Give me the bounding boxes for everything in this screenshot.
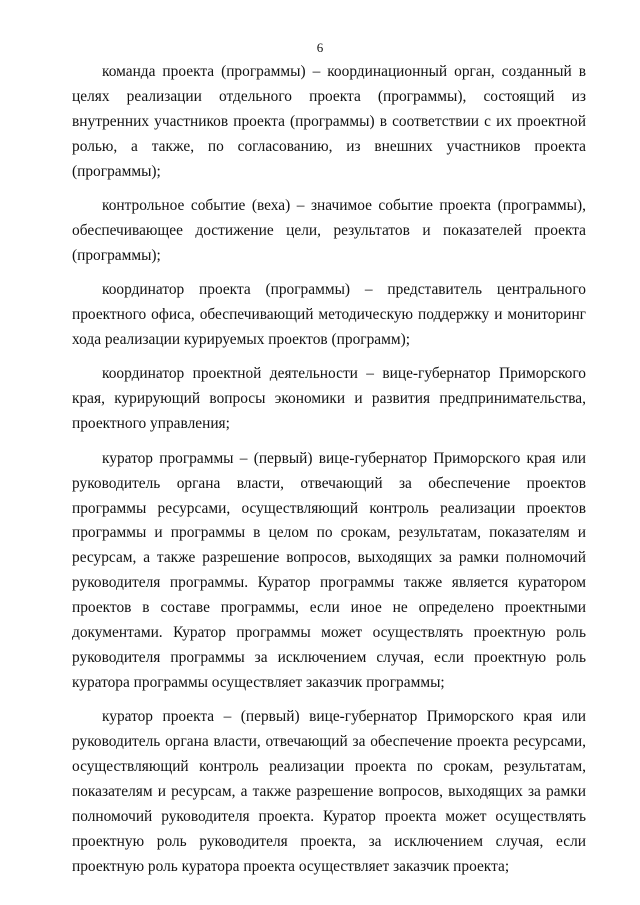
definition-paragraph-milestone: контрольное событие (веха) – значимое событие проекта (программы), обеспечивающее достижение цели, результатов и показателей проекта (программы); — [72, 197, 586, 264]
definition-paragraph-program-curator: куратор программы – (первый) вице-губернатор Приморского края или руководитель органа власти, отвечающий за обеспечение проектов программы ресурсами, осуществляющий контроль реализации проектов программы и программы в целом по срокам, результатам, показателям и ресурсам, а также разрешение вопросов, выходящих за рамки полномочий руководителя программы. Куратор программы также является куратором проектов в составе программы, если иное не определено проектными документами. Куратор программы может осуществлять проектную роль руководителя программы за исключением случая, если проектную роль куратора программы осуществляет заказчик программы; — [72, 449, 586, 691]
definition-paragraph-project-curator: куратор проекта – (первый) вице-губернатор Приморского края или руководитель органа власти, отвечающий за обеспечение проекта ресурсами, осуществляющий контроль реализации проекта по срокам, результатам, показателям и ресурсам, а также разрешение вопросов, выходящих за рамки полномочий руководителя проекта. Куратор проекта может осуществлять проектную роль руководителя проекта, за исключением случая, если проектную роль куратора проекта осуществляет заказчик проекта; — [72, 708, 586, 875]
document-body — [72, 60, 586, 889]
definition-paragraph-project-coordinator: координатор проекта (программы) – представитель центрального проектного офиса, обеспечивающий методическую поддержку и мониторинг хода реализации курируемых проектов (программ); — [72, 281, 586, 349]
definition-paragraph-project-team: команда проекта (программы) – координационный орган, созданный в целях реализации отдельного проекта (программы), состоящий из внутренних участников проекта (программы) в соответствии с их проектной ролью, а также, по согласованию, из внешних участников проекта (программы); — [72, 63, 586, 180]
page-number: 6 — [316, 40, 324, 55]
definition-paragraph-activity-coordinator: координатор проектной деятельности – вице-губернатор Приморского края, курирующий вопросы экономики и развития предпринимательства, проектного управления; — [72, 365, 586, 433]
